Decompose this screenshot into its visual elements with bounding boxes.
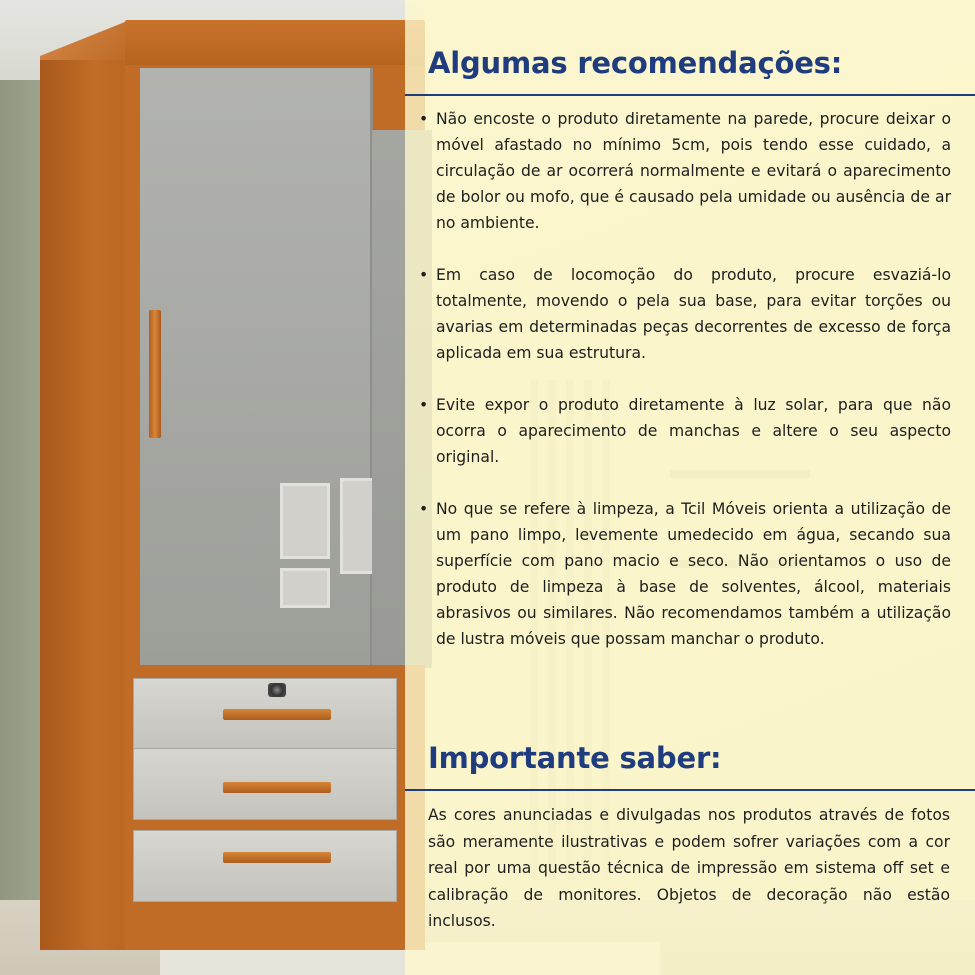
recommendations-list <box>418 106 951 652</box>
list-item: • Em caso de locomoção do produto, procure esvaziá-lo totalmente, movendo o pela sua base, para evitar torções ou avarias em determinadas peças decorrentes de excesso de força aplicada em sua estrutura. <box>418 262 951 366</box>
mirror-door-left <box>140 68 373 668</box>
recommendations-title: Algumas recomendações: <box>428 46 843 80</box>
door-handle <box>149 310 161 438</box>
list-item: • No que se refere à limpeza, a Tcil Móveis orienta a utilização de um pano limpo, levemente umedecido em água, secando sua superfície com pano macio e seco. Não orientamos o uso de produto de limpeza à base de solventes, álcool, materiais abrasivos ou similares. Não recomendamos também a utilização de lustra móveis que possam manchar o produto. <box>418 496 951 652</box>
important-text: As cores anunciadas e divulgadas nos produtos através de fotos são meramente ilustrativas e podem sofrer variações com a cor real por uma questão técnica de impressão em sistema off set e calibração de monitores. Objetos de decoração não estão inclusos. <box>428 806 950 930</box>
list-item: • Evite expor o produto diretamente à luz solar, para que não ocorra o aparecimento de manchas e altere o seu aspecto original. <box>418 392 951 470</box>
wardrobe-top <box>125 20 425 65</box>
important-title: Importante saber: <box>428 741 722 775</box>
drawer-handle <box>223 852 331 863</box>
reflected-picture-frame <box>280 568 330 608</box>
drawer-handle <box>223 709 331 720</box>
drawer <box>133 830 397 902</box>
title-divider <box>405 789 975 791</box>
title-divider <box>405 94 975 96</box>
drawer-handle <box>223 782 331 793</box>
lock-icon <box>268 683 286 697</box>
reflected-picture-frame <box>280 483 330 559</box>
list-item: • Não encoste o produto diretamente na parede, procure deixar o móvel afastado no mínimo 5cm, pois tendo esse cuidado, a circulação de ar ocorrerá normalmente e evitará o aparecimento de bolor ou mofo, que é causado pela umidade ou ausência de ar no ambiente. <box>418 106 951 236</box>
